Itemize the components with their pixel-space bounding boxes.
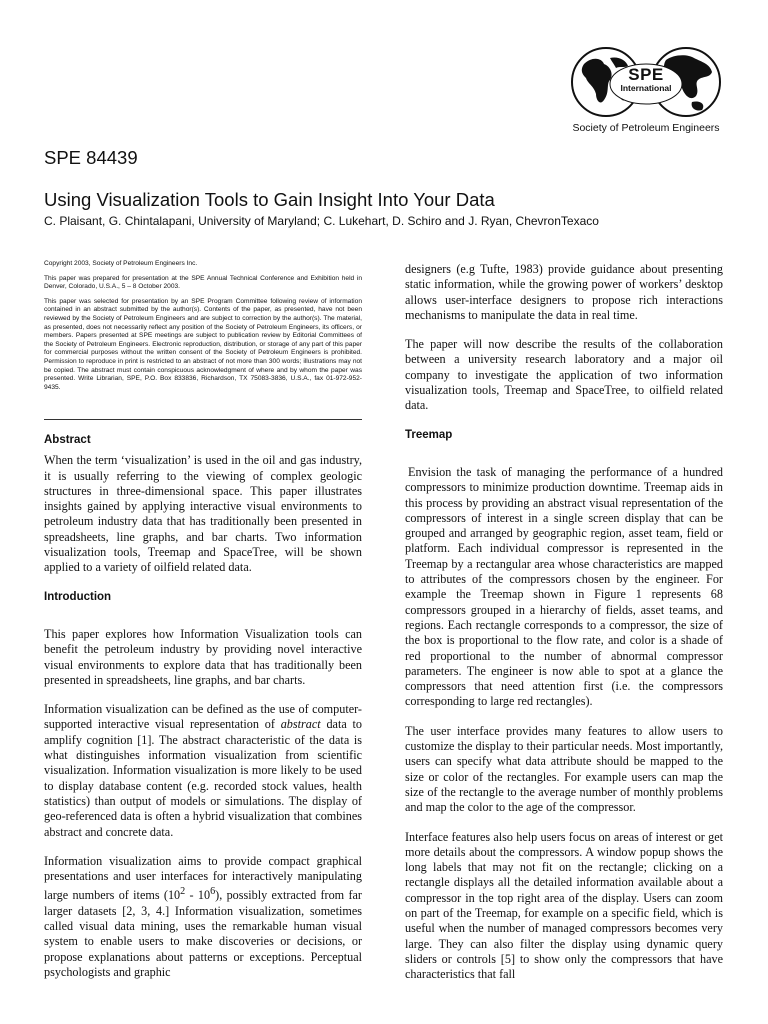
logo-text: SPE [628,65,664,84]
range-separator: - 10 [185,888,211,903]
treemap-paragraph-1: Envision the task of managing the performance of a hundred compressors to minimize production downtime. Treemap aids in this process by providing an abstract visual representation of the compressors of interest in a single screen display that can be grouped and arranged by geographic region, asset team, field or platform. Each individual compressor is represented in the Treemap by a rectangular area whose characteristics are mapped to attributes of the compressors chosen by the engineer. For example the Treemap shown in Figure 1 represents 68 compressors grouped in a hierarchy of fields, asset teams, and regions. Each rectangle corresponds to a compressor, the size of the box is proportional to the flow rate, and color is a shade of red proportional to the number of abnormal compressor parameters. The engineer is now able to spot at a glance the compressors that need attention first (i.e. the compressors corresponding to large red rectangles). [405,464,723,709]
exponent-low: 2 [180,886,186,898]
definition-continued: data to amplify cognition [1]. The abstract characteristic of the data is what distinguishes information visualization from scientific visualization. Information visualization is more likely to be used to display database content (e.g. recorded stock values, health statistics) than output of models or simulations. The display of geo-referenced data is often a hybrid visualization that combines abstract and concrete data. [44,717,362,839]
introduction-heading: Introduction [44,590,112,603]
right-column [405,262,723,996]
logo-subtext: International [620,83,672,93]
introduction-paragraph-2 [44,702,362,840]
review-disclaimer: This paper was selected for presentation by an SPE Program Committee following review of information contained in an abstract submitted by the author(s). Contents of the paper, as presented, have not been reviewed by the Society of Petroleum Engineers and are subject to correction by the author(s). The material, as presented, does not necessarily reflect any position of the Society of Petroleum Engineers, its officers, or members. Papers presented at SPE meetings are subject to publication review by Editorial Committees of the Society of Petroleum Engineers. Electronic reproduction, distribution, or storage of any part of this paper for commercial purposes without the written consent of the Society of Petroleum Engineers is prohibited. Permission to reproduce in print is restricted to an abstract of not more than 300 words; illustrations may not be copied. The abstract must contain conspicuous acknowledgment of where and by whom the paper was presented. Write Librarian, SPE, P.O. Box 833836, Richardson, TX 75083-3836, U.S.A., fax 01-972-952-9435. [44,297,362,391]
left-column [44,433,362,994]
treemap-paragraph-2: The user interface provides many features to allow users to customize the display to their particular needs. Most importantly, users can specify what data attribute should be mapped to the size or color of the rectangles. For example users can map the size of the rectangle to the average number of monthly problems and map the color to the age of the compressor. [405,723,723,815]
collaboration-paragraph: The paper will now describe the results of the collaboration between a university research laboratory and a major oil company to investigate the application of two information visualization tools, Treemap and SpaceTree, to oilfield related data. [405,337,723,413]
spe-logo [570,44,722,136]
abstract-text: When the term ‘visualization’ is used in the oil and gas industry, it is usually referring to the viewing of complex geologic structures in three-dimensional space. This paper illustrates insights gained by applying interactive visual environments to petroleum industry data that has traditionally been presented in spreadsheets, line graphs, and bar charts. Two information visualization tools, Treemap and SpaceTree, will be shown applied to a variety of oilfield related data. [44,453,362,575]
aims-text: Information visualization aims to provide compact graphical presentations and user interfaces for interactively manipulating large numbers of items (10 [44,853,362,903]
logo-wordmark [618,66,674,93]
treemap-heading: Treemap [405,428,453,441]
copyright-notice [44,260,362,398]
author-list: C. Plaisant, G. Chintalapani, University of Maryland; C. Lukehart, D. Schiro and J. Ryan, ChevronTexaco [44,214,599,228]
treemap-section [405,428,723,983]
designers-paragraph: designers (e.g Tufte, 1983) provide guidance about presenting static information, while the growing power of workers’ desktop allows user-interface designers to propose rich interactions mechanisms to manipulate the data in real time. [405,262,723,322]
abstract-section [44,433,362,576]
exponent-high: 6 [210,886,216,898]
paper-title: Using Visualization Tools to Gain Insight Into Your Data [44,189,495,210]
aims-continued: ), possibly extracted from far larger datasets [2, 3, 4.] Information visualization, sometimes called visual data mining, uses the remarkable human visual system to enable users to make discoveries or decisions, or propose explanations about patterns or exceptions. Perceptual psychologists and graphic [44,888,362,979]
paper-number: SPE 84439 [44,147,138,168]
logo-caption: Society of Petroleum Engineers [572,122,720,134]
abstract-heading: Abstract [44,434,91,446]
treemap-paragraph-3: Interface features also help users focus on areas of interest or get more details about the compressors. A window popup shows the long labels that may not fit on the rectangle; clicking on a rectangle displays all the detailed information available about a compressor in the top right area of the display. Users can zoom on part of the Treemap, for example on a specific field, which is useful when the number of managed compressors becomes very large. They can also filter the display using dynamic query sliders or controls [5] to show only the compressors that have characteristics that fall [405,829,723,982]
definition-text: Information visualization can be defined as the use of computer-supported interactive visual representation of [44,702,362,732]
introduction-paragraph-1: This paper explores how Information Visualization tools can benefit the petroleum industry by providing novel interactive visual environments to explore data that has traditionally been presented in spreadsheets, line graphs, and bar charts. [44,626,362,687]
conference-note: This paper was prepared for presentation at the SPE Annual Technical Conference and Exhibition held in Denver, Colorado, U.S.A., 5 – 8 October 2003. [44,274,362,291]
introduction-paragraph-3 [44,854,362,980]
introduction-section [44,590,362,981]
copyright-divider [44,419,362,420]
copyright-line: Copyright 2003, Society of Petroleum Engineers Inc. [44,260,198,267]
emphasis-abstract: abstract [280,717,321,732]
